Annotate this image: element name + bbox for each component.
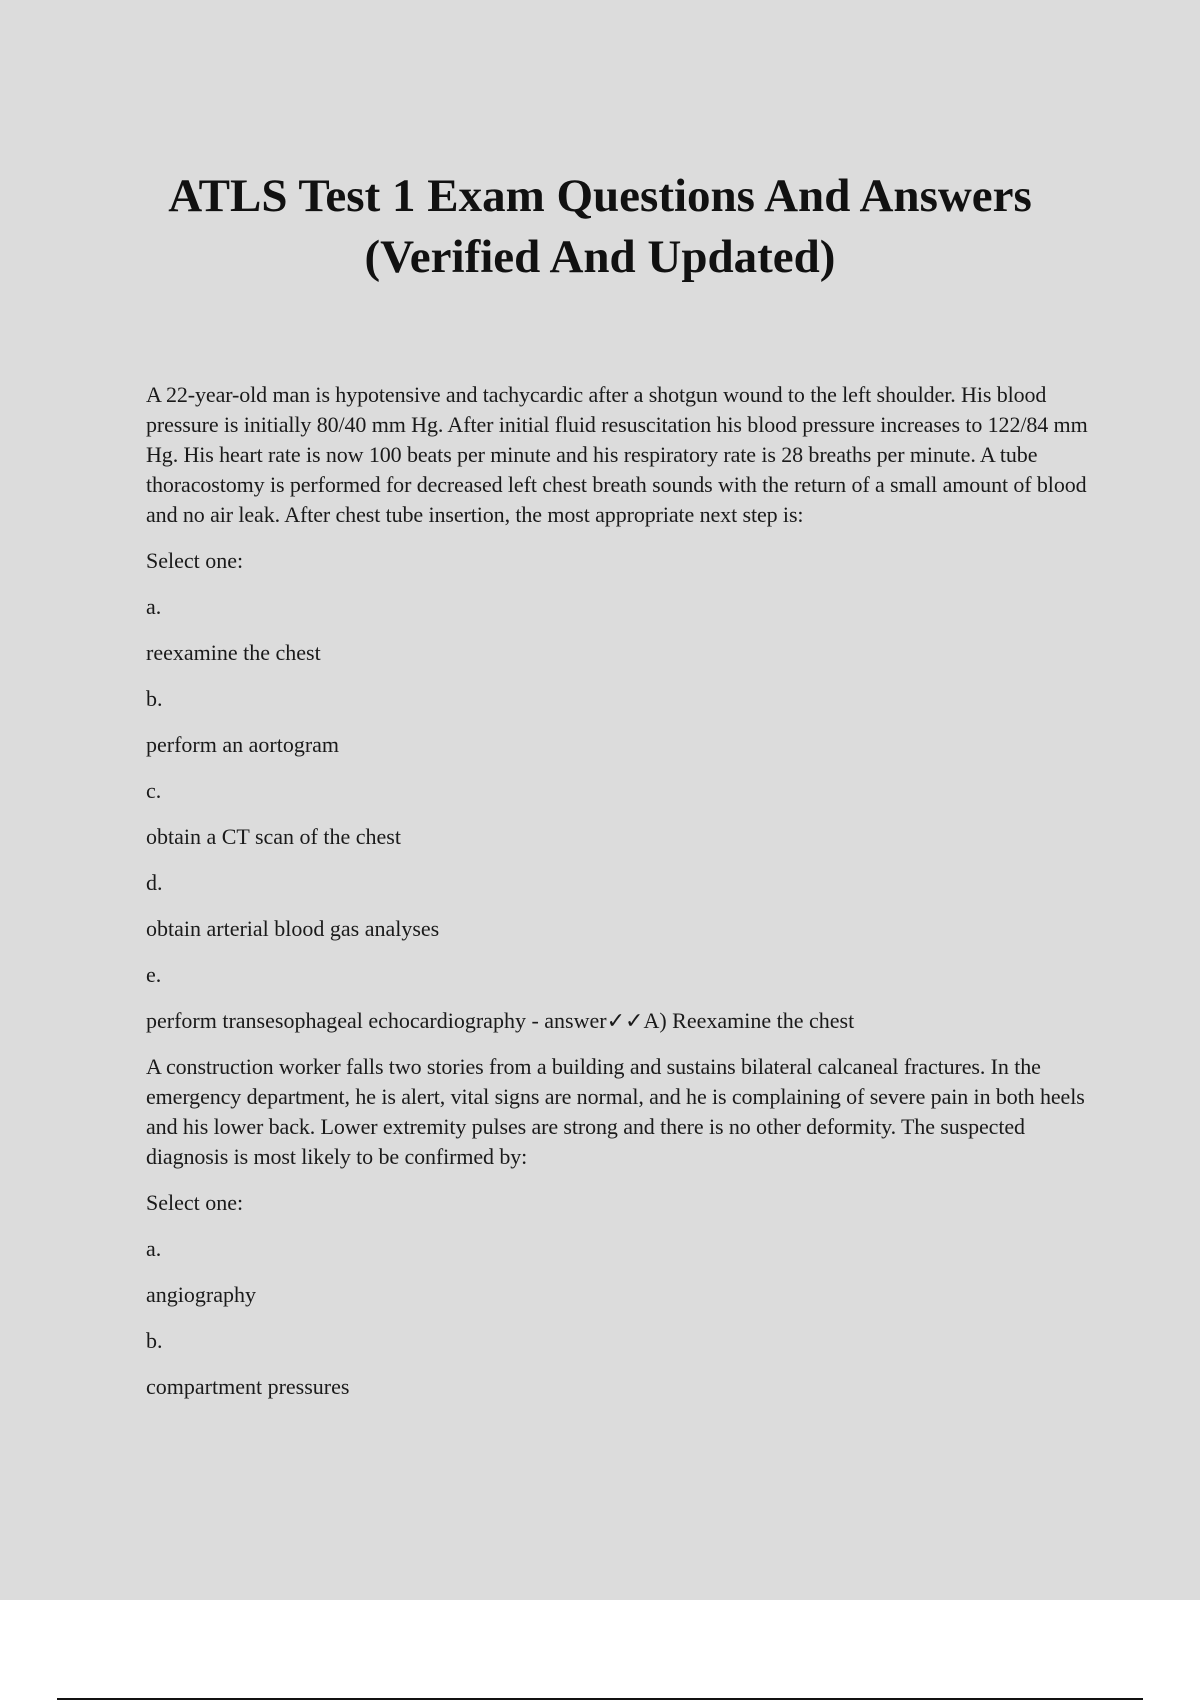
title-line-1: ATLS Test 1 Exam Questions And Answers bbox=[168, 170, 1032, 222]
question-2-option-b-text: compartment pressures bbox=[146, 1374, 350, 1399]
question-1-option-b-text: perform an aortogram bbox=[146, 732, 340, 757]
document-content bbox=[146, 380, 1106, 1418]
document-title bbox=[100, 166, 1100, 288]
question-1-option-d-text: obtain arterial blood gas analyses bbox=[146, 916, 440, 941]
question-1-option-a-letter: a. bbox=[146, 594, 162, 619]
question-1-option-a-text: reexamine the chest bbox=[146, 640, 321, 665]
question-2-option-a-letter: a. bbox=[146, 1236, 162, 1261]
question-2-option-b-letter: b. bbox=[146, 1328, 163, 1353]
question-1-prompt: Select one: bbox=[146, 548, 244, 573]
question-1-option-d-letter: d. bbox=[146, 870, 163, 895]
question-1-option-c-text: obtain a CT scan of the chest bbox=[146, 824, 401, 849]
question-2-text: A construction worker falls two stories from a building and sustains bilateral calcaneal fractures. In the emergency department, he is alert, vital signs are normal, and he is complaining of severe pain in both heels and his lower back. Lower extremity pulses are strong and there is no other deformity. The suspected diagnosis is most likely to be confirmed by: bbox=[146, 1054, 1085, 1169]
question-1-option-e-letter: e. bbox=[146, 962, 162, 987]
question-1-option-c-letter: c. bbox=[146, 778, 162, 803]
title-line-2: (Verified And Updated) bbox=[364, 231, 836, 283]
question-2-prompt: Select one: bbox=[146, 1190, 244, 1215]
question-1-text: A 22-year-old man is hypotensive and tachycardic after a shotgun wound to the left shoulder. His blood pressure is initially 80/40 mm Hg. After initial fluid resuscitation his blood pressure increases to 122/84 mm Hg. His heart rate is now 100 beats per minute and his respiratory rate is 28 breaths per minute. A tube thoracostomy is performed for decreased left chest breath sounds with the return of a small amount of blood and no air leak. After chest tube insertion, the most appropriate next step is: bbox=[146, 382, 1088, 527]
question-2-option-a-text: angiography bbox=[146, 1282, 256, 1307]
question-1-option-e-text-with-answer: perform transesophageal echocardiography - answer✓✓A) Reexamine the chest bbox=[146, 1008, 855, 1033]
question-1-option-b-letter: b. bbox=[146, 686, 163, 711]
